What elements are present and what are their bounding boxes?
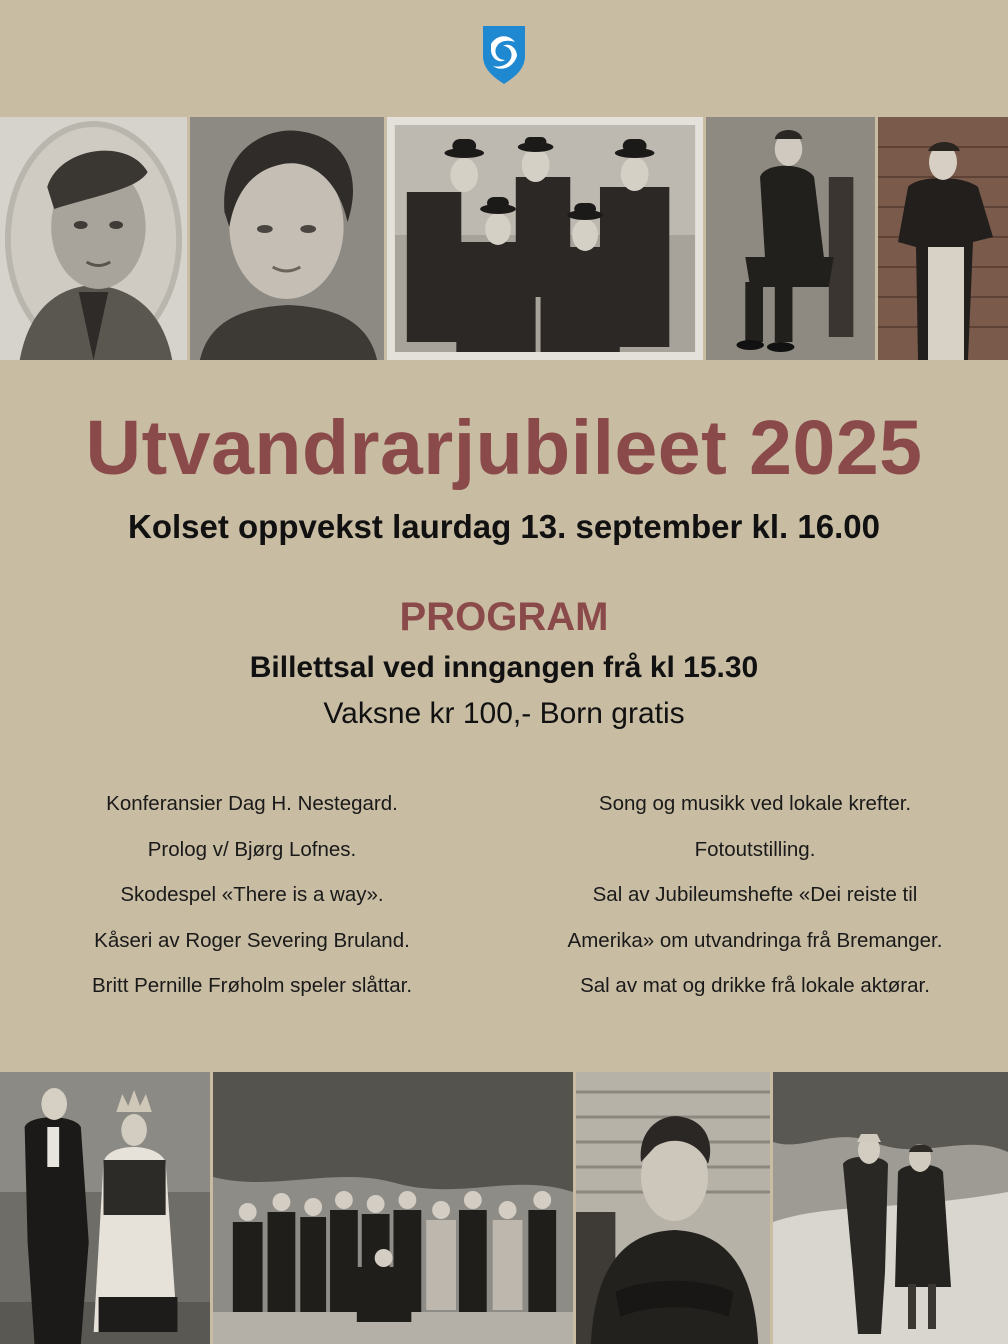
program-item: Sal av mat og drikke frå lokale aktørar. xyxy=(580,974,930,997)
program-item: Britt Pernille Frøholm speler slåttar. xyxy=(91,974,413,997)
photo-seated-man xyxy=(706,117,878,360)
top-photo-strip xyxy=(0,117,1008,360)
ticket-prices: Vaksne kr 100,- Born gratis xyxy=(323,697,685,730)
program-item: Kåseri av Roger Severing Bruland. xyxy=(94,928,410,952)
program-item: Prolog v/ Bjørg Lofnes. xyxy=(147,837,357,861)
program-list-right xyxy=(532,790,978,1018)
bottom-photo-strip xyxy=(0,1072,1008,1344)
photo-elderly-couple xyxy=(773,1072,1008,1344)
photo-standing-man xyxy=(878,117,1008,360)
event-date-location: Kolset oppvekst laurdag 13. september kl. 16.00 xyxy=(128,508,880,545)
program-item: Sal av Jubileumshefte «Dei reiste til xyxy=(592,883,918,906)
photo-family-group xyxy=(213,1072,576,1344)
event-title: Utvandrarjubileet 2025 xyxy=(85,405,923,491)
photo-woman-portrait xyxy=(190,117,387,360)
program-item: Fotoutstilling. xyxy=(694,837,816,861)
ticket-sales-info: Billettsal ved inngangen frå kl 15.30 xyxy=(249,651,759,684)
photo-group-of-five-men xyxy=(387,117,706,360)
program-heading: PROGRAM xyxy=(399,595,609,639)
municipality-shield-icon xyxy=(483,26,525,84)
photo-soldier-portrait xyxy=(0,117,190,360)
program-item: Amerika» om utvandringa frå Bremanger. xyxy=(567,928,943,952)
photo-young-man xyxy=(576,1072,773,1344)
program-list-left xyxy=(30,790,474,1018)
program-item: Skodespel «There is a way». xyxy=(120,883,384,906)
program-item: Konferansier Dag H. Nestegard. xyxy=(106,792,398,815)
municipality-logo xyxy=(483,26,525,84)
program-item: Song og musikk ved lokale krefter. xyxy=(598,792,912,815)
photo-wedding-couple xyxy=(0,1072,213,1344)
